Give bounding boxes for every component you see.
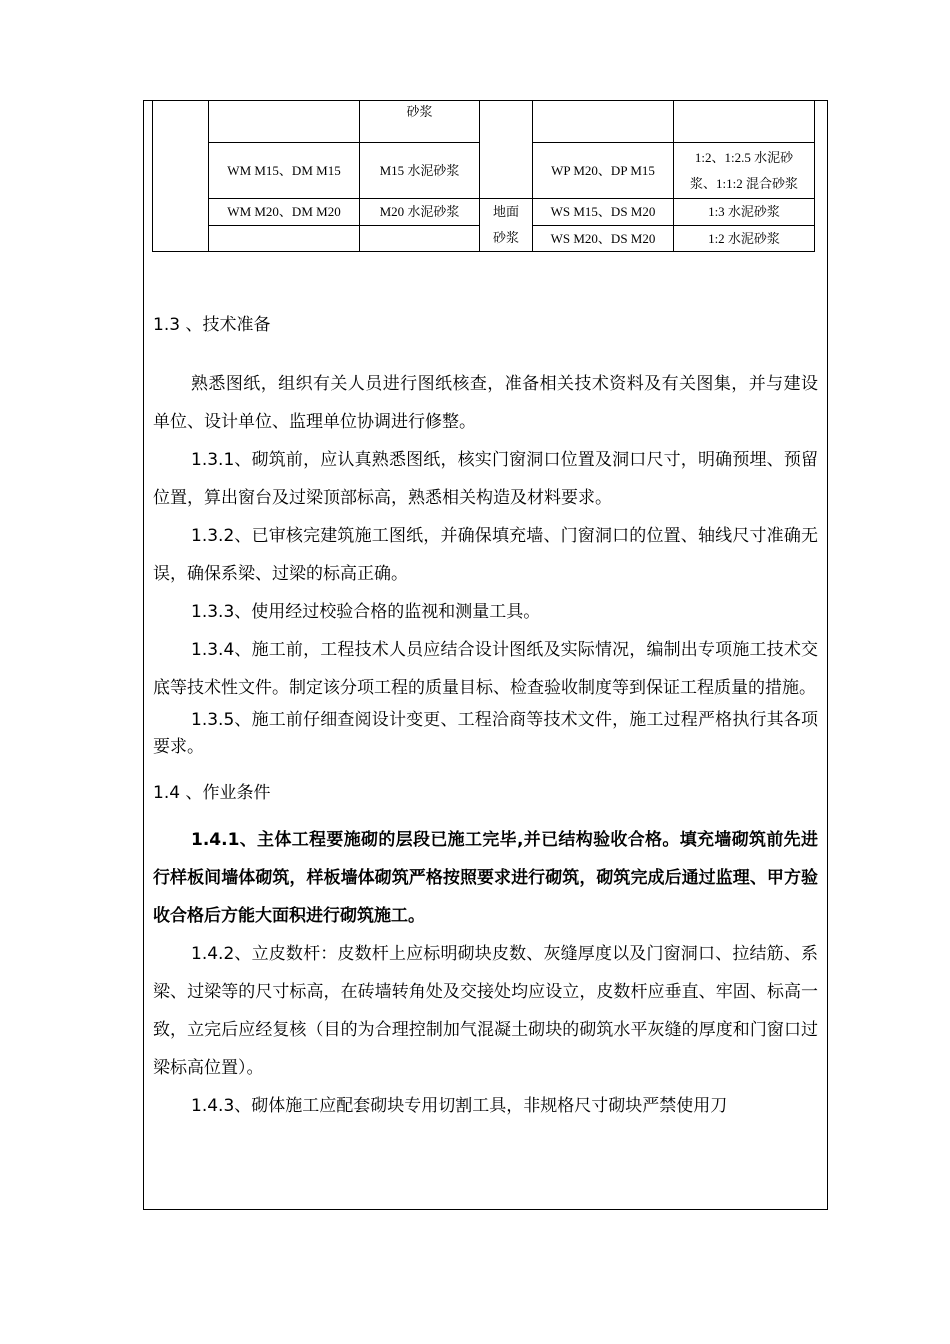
table-cell: 1:2 水泥砂浆 [674, 226, 815, 252]
paragraph: 1.3.2、已审核完建筑施工图纸，并确保填充墙、门窗洞口的位置、轴线尺寸准确无误，确保系梁、过梁的标高正确。 [153, 526, 818, 584]
table-cell [360, 226, 480, 252]
table-cell [480, 199, 533, 252]
table-cell: 1:3 水泥砂浆 [674, 199, 815, 226]
table-cell: M20 水泥砂浆 [360, 199, 480, 226]
paragraph: 1.3.5、施工前仔细查阅设计变更、工程洽商等技术文件，施工过程严格执行其各项要求。 [153, 710, 818, 757]
table-cell: WS M15、DS M20 [533, 199, 674, 226]
table-cell: WS M20、DS M20 [533, 226, 674, 252]
mortar-table [152, 100, 815, 252]
table-cell [480, 101, 533, 199]
table-cell [153, 101, 209, 252]
paragraph: 熟悉图纸，组织有关人员进行图纸核查，准备相关技术资料及有关图集，并与建设单位、设计单位、监理单位协调进行修整。 [153, 374, 818, 432]
merged-label-line: 地面 [492, 204, 519, 219]
table-cell: WM M15、DM M15 [209, 143, 360, 199]
section-heading: 1.4 、作业条件 [153, 783, 271, 803]
paragraph: 1.4.1、主体工程要施砌的层段已施工完毕,并已结构验收合格。填充墙砌筑前先进行样板间墙体砌筑，样板墙体砌筑严格按照要求进行砌筑，砌筑完成后通过监理、甲方验收合格后方能大面积进行砌筑施工。 [153, 830, 818, 926]
paragraph: 1.3.1、砌筑前，应认真熟悉图纸，核实门窗洞口位置及洞口尺寸，明确预埋、预留位置，算出窗台及过梁顶部标高，熟悉相关构造及材料要求。 [153, 450, 818, 508]
paragraph: 1.3.3、使用经过校验合格的监视和测量工具。 [191, 602, 541, 622]
table-cell [209, 226, 360, 252]
merged-label-line: 砂浆 [492, 230, 519, 245]
table-cell: 砂浆 [360, 101, 480, 143]
document-body [153, 305, 818, 1125]
table-cell: 1:2、1:2.5 水泥砂浆、1:1:2 混合砂浆 [674, 143, 815, 199]
table-row [153, 199, 815, 226]
table-cell [533, 101, 674, 143]
paragraph: 1.4.2、立皮数杆：皮数杆上应标明砌块皮数、灰缝厚度以及门窗洞口、拉结筋、系梁、过梁等的尺寸标高，在砖墙转角处及交接处均应设立，皮数杆应垂直、牢固、标高一致，立完后应经复核（目的为合理控制加气混凝土砌块的砌筑水平灰缝的厚度和门窗口过梁标高位置）。 [153, 944, 818, 1078]
section-heading: 1.3 、技术准备 [153, 315, 271, 335]
paragraph: 1.3.4、施工前，工程技术人员应结合设计图纸及实际情况，编制出专项施工技术交底等技术性文件。制定该分项工程的质量目标、检查验收制度等到保证工程质量的措施。 [153, 640, 818, 698]
table-cell: M15 水泥砂浆 [360, 143, 480, 199]
table-cell: WP M20、DP M15 [533, 143, 674, 199]
table-cell: WM M20、DM M20 [209, 199, 360, 226]
table-row [153, 101, 815, 143]
paragraph: 1.4.3、砌体施工应配套砌块专用切割工具，非规格尺寸砌块严禁使用刀 [191, 1096, 728, 1116]
table-cell [674, 101, 815, 143]
table-cell [209, 101, 360, 143]
